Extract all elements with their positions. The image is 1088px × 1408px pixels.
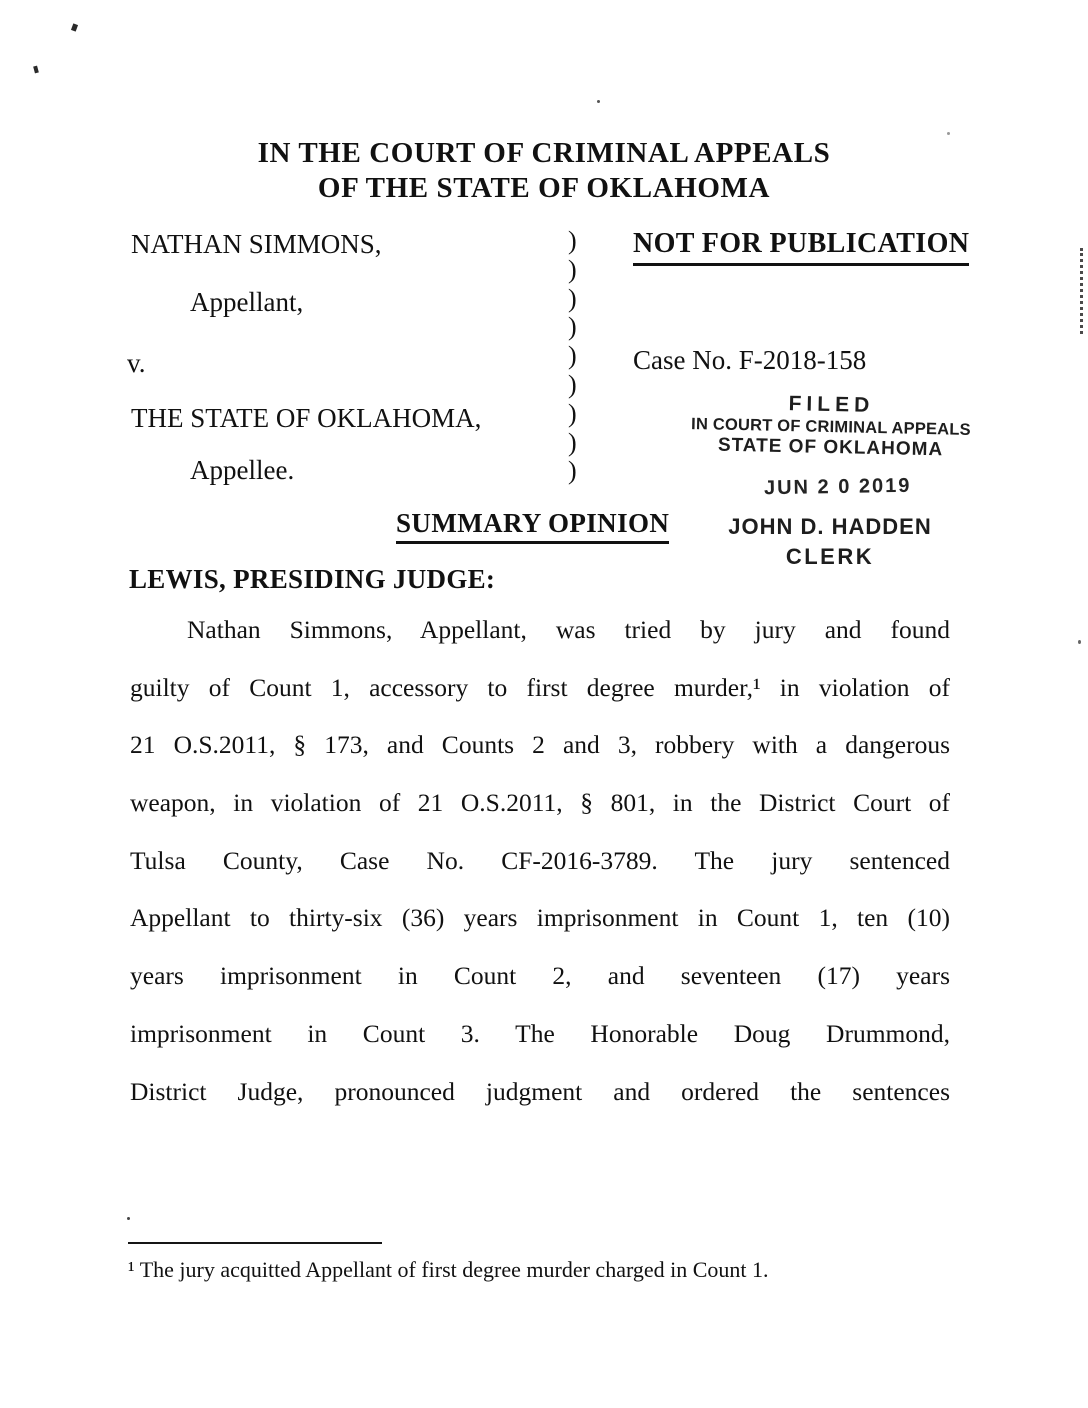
case-number: Case No. F-2018-158 — [633, 345, 867, 375]
scan-artifact — [127, 1217, 130, 1220]
court-title-line1: IN THE COURT OF CRIMINAL APPEALS — [257, 137, 831, 169]
caption-paren: ) — [568, 283, 577, 313]
presiding-judge-line: LEWIS, PRESIDING JUDGE: — [129, 564, 496, 594]
body-line: guilty of Count 1, accessory to first degree murder,¹ in violation of — [130, 672, 950, 702]
body-line: 21 O.S.2011, § 173, and Counts 2 and 3, robbery with a dangerous — [130, 730, 950, 760]
scan-artifact — [71, 23, 78, 31]
body-line: weapon, in violation of 21 O.S.2011, § 801, in the District Court of — [130, 788, 950, 818]
caption-paren: ) — [568, 312, 577, 342]
summary-opinion-heading: SUMMARY OPINION — [396, 508, 669, 544]
appellant-name: NATHAN SIMMONS, — [131, 229, 382, 259]
caption-paren: ) — [568, 427, 577, 457]
caption-paren: ) — [568, 254, 577, 284]
scan-artifact-edge — [1080, 248, 1083, 334]
clerk-name: JOHN D. HADDEN — [728, 514, 932, 539]
appellee-role: Appellee. — [190, 455, 295, 485]
opinion-body — [130, 601, 950, 1120]
scan-artifact — [1078, 640, 1081, 644]
publication-notice: NOT FOR PUBLICATION — [633, 228, 969, 266]
body-line: years imprisonment in Count 2, and seventeen (17) years — [130, 961, 950, 991]
scan-artifact — [947, 132, 950, 135]
body-line: District Judge, pronounced judgment and ordered the sentences — [130, 1076, 950, 1106]
scan-artifact — [33, 66, 39, 74]
appellant-role: Appellant, — [190, 287, 304, 317]
caption-paren: ) — [568, 226, 577, 255]
appellee-name: THE STATE OF OKLAHOMA, — [131, 403, 482, 433]
caption-paren: ) — [568, 398, 577, 428]
scan-artifact — [597, 100, 600, 103]
footnote-text: ¹ The jury acquitted Appellant of first degree murder charged in Count 1. — [128, 1257, 769, 1282]
body-line: Tulsa County, Case No. CF-2016-3789. The jury sentenced — [130, 845, 950, 875]
filed-stamp-title: FILED — [788, 392, 875, 417]
body-line: Appellant to thirty-six (36) years imprisonment in Count 1, ten (10) — [130, 903, 950, 933]
filed-stamp-date: JUN 2 0 2019 — [763, 474, 912, 500]
court-title — [0, 136, 1088, 206]
caption-paren: ) — [568, 341, 577, 371]
versus-label: v. — [127, 348, 146, 378]
caption-paren: ) — [568, 369, 577, 399]
filed-stamp-line2: IN COURT OF CRIMINAL APPEALS — [690, 415, 971, 439]
footnote-separator — [128, 1242, 382, 1244]
body-line: Nathan Simmons, Appellant, was tried by jury and found — [187, 615, 950, 644]
clerk-title: CLERK — [785, 544, 875, 569]
caption-paren: ) — [568, 456, 577, 486]
body-line: imprisonment in Count 3. The Honorable Doug Drummond, — [130, 1018, 950, 1048]
filed-stamp — [687, 390, 974, 462]
filed-stamp-line3: STATE OF OKLAHOMA — [717, 434, 944, 461]
filed-stamp-clerk — [700, 514, 960, 570]
court-title-line2: OF THE STATE OF OKLAHOMA — [317, 172, 771, 204]
caption-paren-column — [568, 227, 577, 486]
